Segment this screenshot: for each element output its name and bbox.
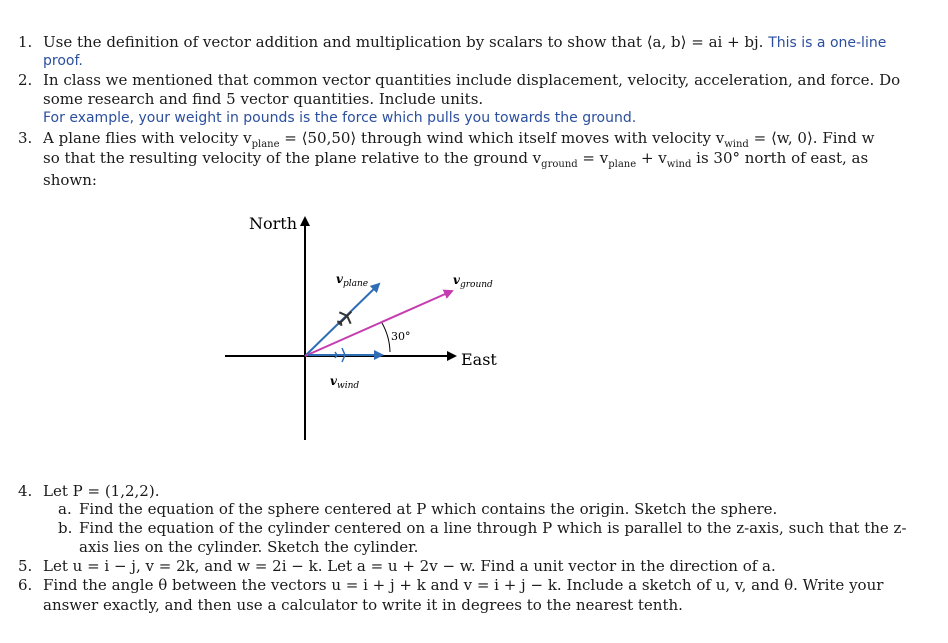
- v-ground-label: [453, 273, 493, 290]
- problem-3-b4: is 30° north of east, as: [691, 149, 869, 167]
- problem-3-b2: = v: [577, 149, 609, 167]
- angle-label: 30°: [391, 330, 411, 343]
- v-wind-v: v: [330, 374, 337, 388]
- problem-3-sub-wind: wind: [724, 139, 749, 150]
- problem-1-note: This is a one-line: [768, 35, 887, 51]
- problem-3-a3: = ⟨w, 0⟩. Find w: [748, 129, 875, 147]
- problem-2-text-b: some research and find 5 vector quantities. Include units.: [43, 90, 484, 108]
- east-label: East: [461, 350, 497, 369]
- problem-4-text: Let P = (1,2,2).: [43, 482, 160, 500]
- v-wind-sub: wind: [336, 381, 360, 391]
- problem-1-statement: Use the definition of vector addition and multiplication by scalars to show that ⟨a, b⟩ = ai + bj.: [43, 33, 764, 51]
- problem-3-sub-ground: ground: [541, 159, 578, 170]
- problem-3-sub-plane: plane: [251, 139, 280, 150]
- problem-3-text-c: shown:: [43, 171, 97, 189]
- v-ground-v: v: [453, 273, 460, 287]
- problem-1-number: 1.: [18, 33, 33, 51]
- problem-3-b3: + v: [636, 149, 667, 167]
- v-ground-sub: ground: [459, 280, 493, 290]
- v-wind-label: [330, 374, 359, 391]
- problem-3-number: 3.: [18, 129, 33, 147]
- problem-6-text-b: answer exactly, and then use a calculator to write it in degrees to the nearest tenth.: [43, 596, 683, 614]
- v-ground-arrow: [305, 291, 452, 356]
- problem-4b-text-b: axis lies on the cylinder. Sketch the cylinder.: [79, 538, 419, 556]
- v-plane-label: [336, 272, 368, 289]
- problem-5-text: Let u = i − j, v = 2k, and w = 2i − k. Let a = u + 2v − w. Find a unit vector in the direction of a.: [43, 557, 776, 575]
- angle-arc: [382, 323, 390, 352]
- problem-3-sub-plane-2: plane: [608, 159, 637, 170]
- v-plane-sub: plane: [342, 279, 369, 289]
- north-label: North: [249, 214, 298, 233]
- problem-2-number: 2.: [18, 71, 33, 89]
- problem-3-b1: so that the resulting velocity of the plane relative to the ground v: [43, 149, 542, 167]
- problem-4a-text: Find the equation of the sphere centered at P which contains the origin. Sketch the sphere.: [79, 500, 778, 518]
- v-plane-v: v: [336, 272, 343, 286]
- problem-4a-label: a.: [58, 500, 72, 518]
- problem-2-note: For example, your weight in pounds is the force which pulls you towards the ground.: [43, 110, 637, 126]
- problem-3-a2: = ⟨50,50⟩ through wind which itself moves with velocity v: [279, 129, 725, 147]
- problem-1-note-cont: proof.: [43, 53, 83, 69]
- problem-6-number: 6.: [18, 576, 33, 594]
- problem-4b-label: b.: [58, 519, 73, 537]
- problem-3-sub-wind-2: wind: [666, 159, 692, 170]
- problem-2-text-a: In class we mentioned that common vector quantities include displacement, velocity, acceleration, and force. Do: [43, 71, 901, 89]
- problem-4b-text-a: Find the equation of the cylinder centered on a line through P which is parallel to the z-axis, such that the z-: [79, 519, 907, 537]
- problem-6-text-a: Find the angle θ between the vectors u = i + j + k and v = i + j − k. Include a sketch of u, v, and θ. Write your: [43, 576, 884, 594]
- problem-3-a1: A plane flies with velocity v: [43, 129, 252, 147]
- problem-5-number: 5.: [18, 557, 33, 575]
- problem-4-number: 4.: [18, 482, 33, 500]
- airplane-icon-wind: [334, 348, 350, 362]
